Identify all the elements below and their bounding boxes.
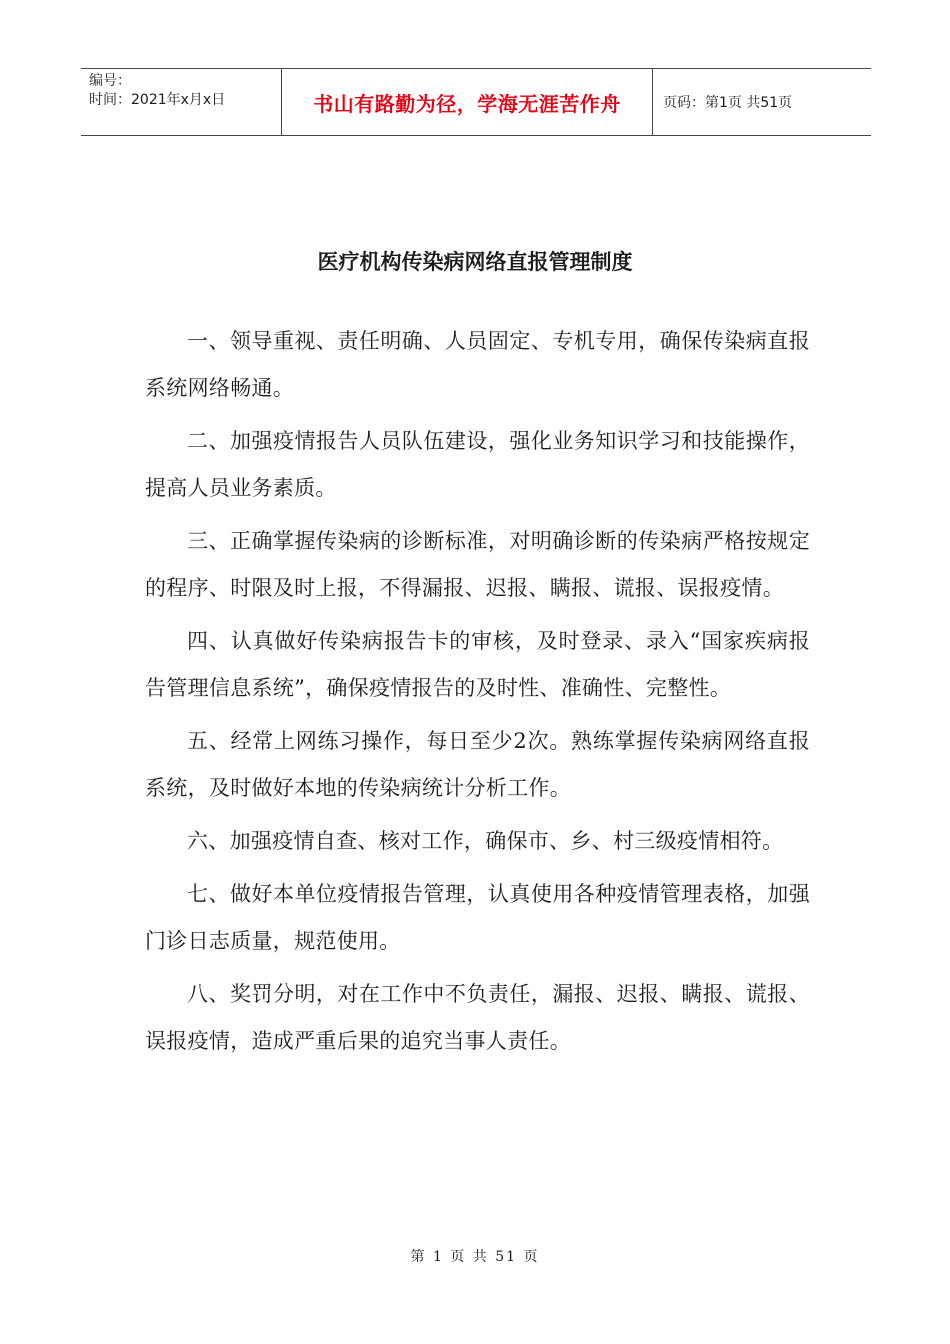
paragraph: 四、认真做好传染病报告卡的审核，及时登录、录入“国家疾病报告管理信息系统”，确保疫情报告的及时性、准确性、完整性。 (145, 629, 810, 700)
header-meta (81, 69, 282, 135)
document-header (81, 68, 871, 136)
number-label: 编号： (89, 73, 131, 89)
paragraph: 五、经常上网练习操作，每日至少2次。熟练掌握传染病网络直报系统，及时做好本地的传染病统计分析工作。 (145, 729, 810, 800)
header-slogan: 书山有路勤为径，学海无涯苦作舟 (282, 69, 653, 135)
paragraph: 一、领导重视、责任明确、人员固定、专机专用，确保传染病直报系统网络畅通。 (145, 329, 810, 400)
page-footer: 第 1 页 共 51 页 (410, 1249, 540, 1265)
document-title: 医疗机构传染病网络直报管理制度 (317, 250, 633, 274)
paragraph: 八、奖罚分明，对在工作中不负责任，漏报、迟报、瞒报、谎报、误报疫情，造成严重后果的追究当事人责任。 (145, 982, 810, 1053)
document-body (145, 318, 810, 1071)
time-label: 时间：2021年x月x日 (89, 92, 226, 108)
paragraph: 三、正确掌握传染病的诊断标准，对明确诊断的传染病严格按规定的程序、时限及时上报，不得漏报、迟报、瞒报、谎报、误报疫情。 (145, 529, 810, 600)
paragraph: 七、做好本单位疫情报告管理，认真使用各种疫情管理表格，加强门诊日志质量，规范使用。 (145, 882, 810, 953)
paragraph: 二、加强疫情报告人员队伍建设，强化业务知识学习和技能操作，提高人员业务素质。 (145, 429, 810, 500)
paragraph: 六、加强疫情自查、核对工作，确保市、乡、村三级疫情相符。 (187, 829, 784, 853)
header-page-info: 页码：第1页 共51页 (663, 95, 793, 111)
